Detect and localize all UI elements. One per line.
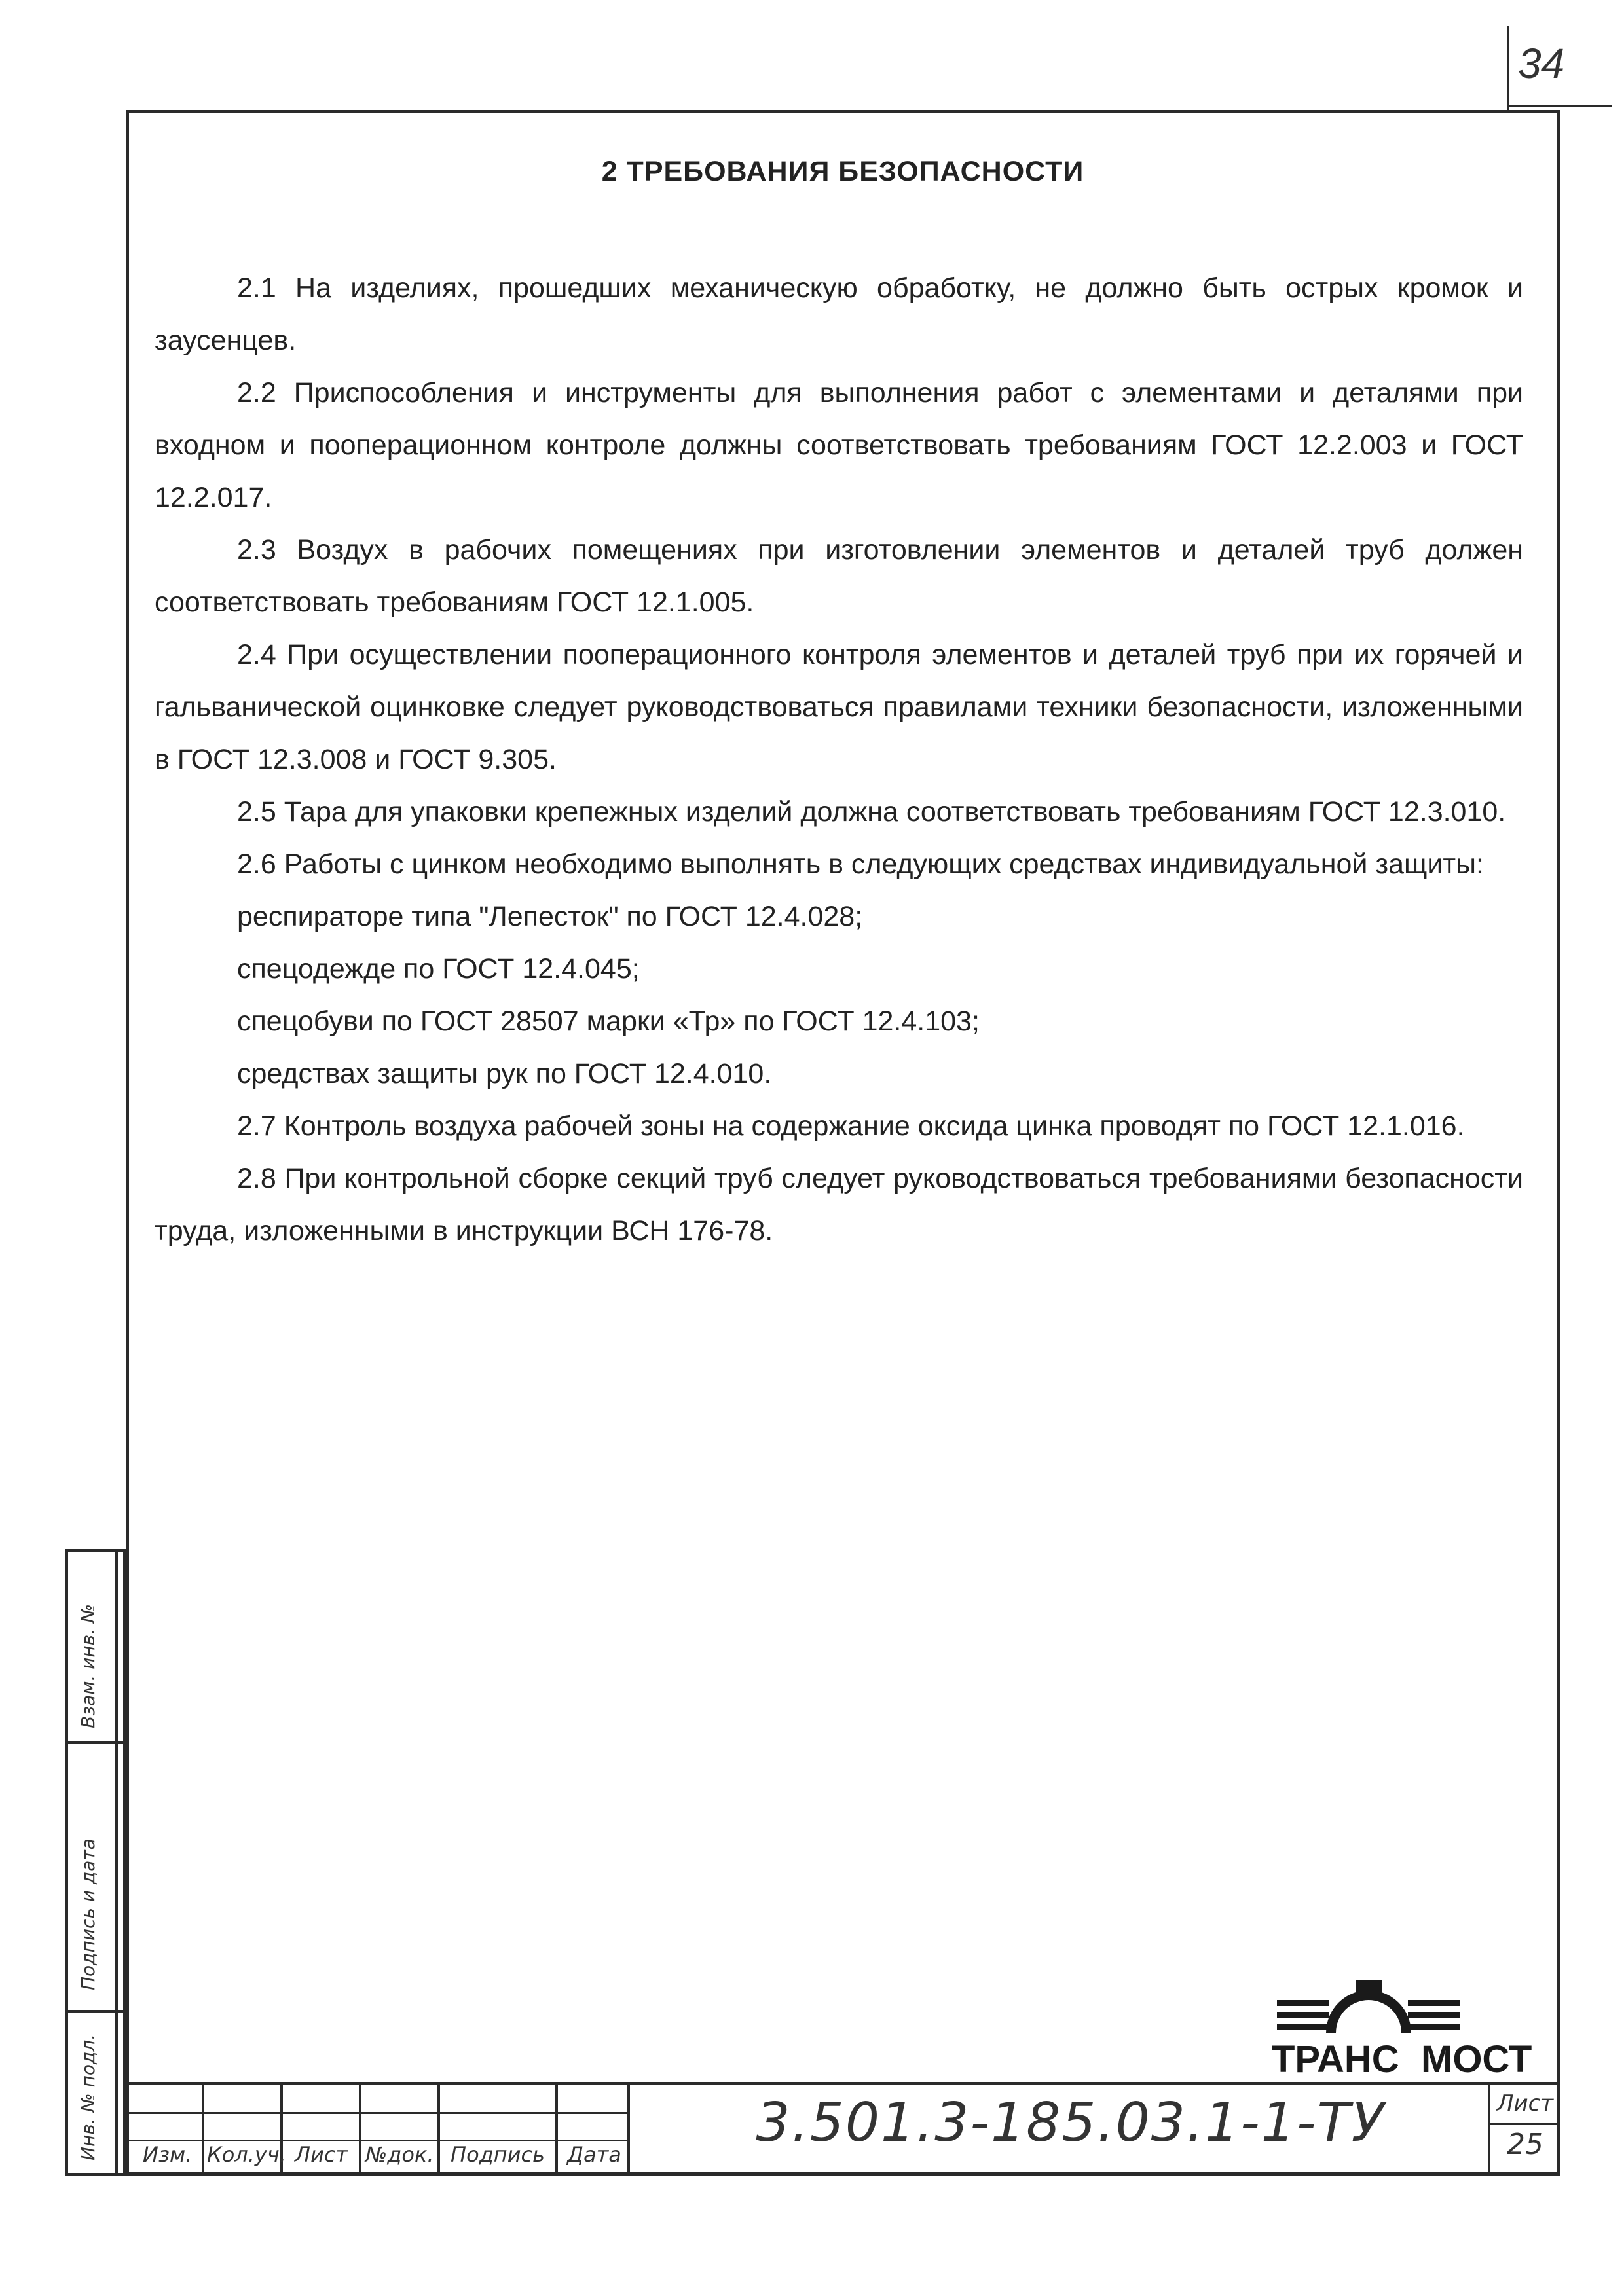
side-inner-line <box>115 1549 118 2176</box>
logo-text-trans: ТРАНС <box>1272 2038 1399 2079</box>
side-label-vzam-inv: Взам. инв. № <box>77 1603 99 1728</box>
list-item-clothing: спецодежде по ГОСТ 12.4.045; <box>237 953 640 985</box>
paragraph-2-1: 2.1 На изделиях, прошедших механическую обработку, не должно быть острых кромок и заусенцев. <box>155 272 1523 356</box>
section-title: 2 ТРЕБОВАНИЯ БЕЗОПАСНОСТИ <box>601 156 1084 187</box>
paragraph-2-4: 2.4 При осуществлении пооперационного контроля элементов и деталей труб при их горячей и гальванической оцинковке следует руководствоваться правилами техники безопасности, изложенными в ГОСТ 12.3.008 и ГОСТ 9.305. <box>155 639 1523 775</box>
col-kol-uch: Кол.уч. <box>207 2142 286 2167</box>
title-block-divider <box>437 2082 440 2176</box>
paragraph-2-7: 2.7 Контроль воздуха рабочей зоны на содержание оксида цинка проводят по ГОСТ 12.1.016. <box>237 1110 1465 1142</box>
title-block-row-line <box>1488 2123 1560 2125</box>
document-body <box>155 262 1523 1257</box>
title-block-row-line <box>126 2140 627 2141</box>
document-code: 3.501.3-185.03.1-1-ТУ <box>756 2092 1386 2154</box>
page-number: 34 <box>1518 40 1565 87</box>
logo-text-most: МОСТ <box>1421 2038 1532 2079</box>
col-izm: Изм. <box>143 2142 193 2167</box>
corner-mark-horizontal <box>1507 105 1612 107</box>
transmost-logo <box>1264 1974 1552 2079</box>
paragraph-2-3: 2.3 Воздух в рабочих помещениях при изготовлении элементов и деталей труб должен соответствовать требованиям ГОСТ 12.1.005. <box>155 534 1523 618</box>
col-n-dok: №док. <box>365 2142 434 2167</box>
transmost-logo-mark <box>1264 1974 1552 2079</box>
col-list: Лист <box>295 2142 348 2167</box>
list-item-respirator: респираторе типа "Лепесток" по ГОСТ 12.4.028; <box>237 901 863 932</box>
col-podpis: Подпись <box>451 2142 545 2167</box>
paragraph-2-2: 2.2 Приспособления и инструменты для выполнения работ с элементами и деталями при входном и пооперационном контроле должны соответствовать требованиям ГОСТ 12.2.003 и ГОСТ 12.2.017. <box>155 377 1523 513</box>
paragraph-2-5: 2.5 Тара для упаковки крепежных изделий должна соответствовать требованиям ГОСТ 12.3.010. <box>237 796 1506 828</box>
sheet-label: Лист <box>1496 2090 1554 2117</box>
title-block-divider <box>202 2082 204 2176</box>
side-label-podpis-data: Подпись и дата <box>77 1838 99 1990</box>
sheet-number: 25 <box>1507 2128 1543 2161</box>
paragraph-2-8: 2.8 При контрольной сборке секций труб следует руководствоваться требованиями безопасности труда, изложенными в инструкции ВСН 176-78. <box>155 1163 1523 1247</box>
paragraph-2-6: 2.6 Работы с цинком необходимо выполнять в следующих средствах индивидуальной защиты: <box>237 848 1484 880</box>
col-data: Дата <box>567 2142 621 2167</box>
title-block-row-line <box>126 2112 627 2114</box>
list-item-hand-protection: средствах защиты рук по ГОСТ 12.4.010. <box>237 1058 772 1089</box>
title-block-divider <box>627 2082 630 2176</box>
title-block-divider <box>359 2082 361 2176</box>
side-label-inv-podl: Инв. № подл. <box>77 2033 99 2160</box>
title-block-divider <box>555 2082 558 2176</box>
list-item-footwear: спецобуви по ГОСТ 28507 марки «Тр» по ГОСТ 12.4.103; <box>237 1006 980 1037</box>
corner-mark-vertical <box>1507 26 1509 111</box>
